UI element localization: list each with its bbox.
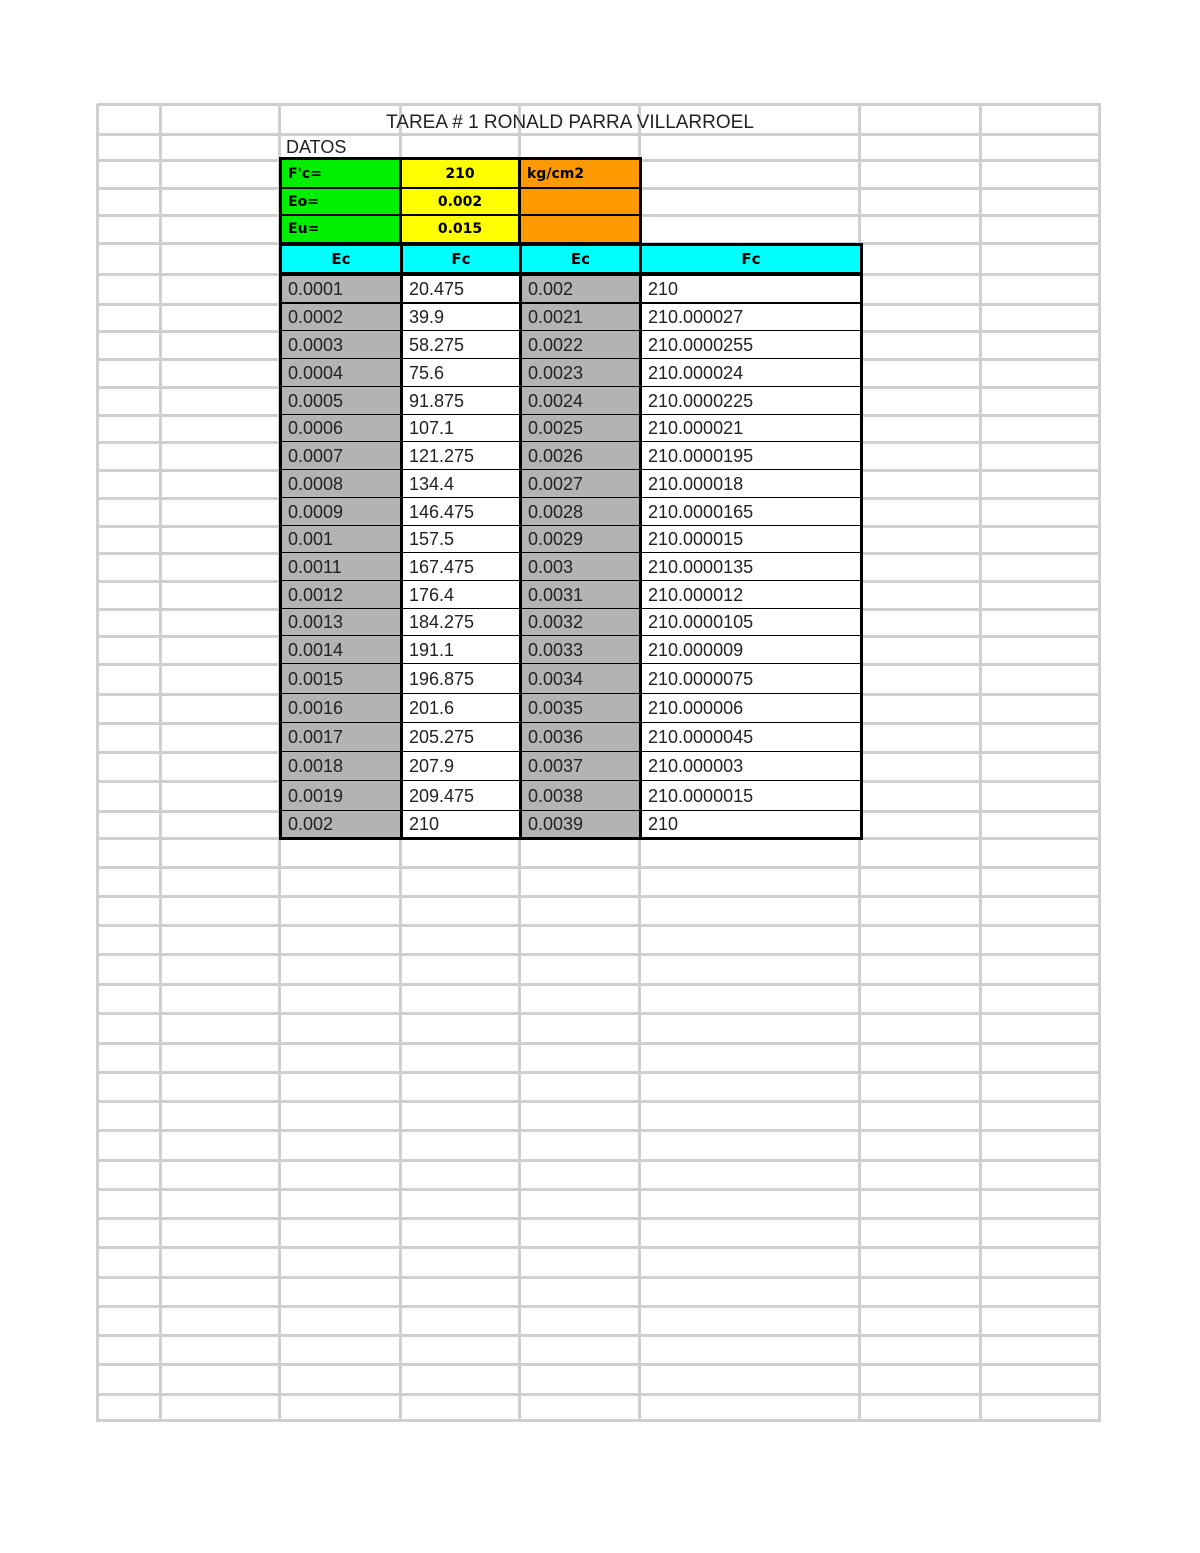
table-cell[interactable]: 0.0033 — [522, 636, 639, 663]
table-cell[interactable]: 201.6 — [403, 694, 519, 722]
sheet-title: TAREA # 1 RONALD PARRA VILLARROEL — [386, 112, 754, 133]
table-cell[interactable]: 0.002 — [522, 276, 639, 302]
table-cell[interactable]: 210.0000165 — [642, 498, 860, 525]
grid-row-line — [97, 1363, 1101, 1366]
param-unit — [521, 216, 639, 242]
table-cell[interactable]: 210.0000105 — [642, 609, 860, 635]
param-value[interactable]: 0.002 — [402, 189, 518, 214]
grid-row-line — [97, 866, 1101, 869]
table-cell[interactable]: 39.9 — [403, 304, 519, 330]
table-cell[interactable]: 210.0000135 — [642, 553, 860, 580]
table-cell[interactable]: 0.0023 — [522, 359, 639, 386]
grid-row-line — [97, 895, 1101, 898]
table-cell[interactable]: 0.0009 — [282, 498, 400, 525]
table-cell[interactable]: 210.000006 — [642, 694, 860, 722]
table-cell[interactable]: 210.000015 — [642, 526, 860, 552]
table-cell[interactable]: 207.9 — [403, 752, 519, 780]
grid-row-line — [97, 1100, 1101, 1103]
table-cell[interactable]: 0.0004 — [282, 359, 400, 386]
table-cell[interactable]: 0.0026 — [522, 442, 639, 469]
table-cell[interactable]: 210.000009 — [642, 636, 860, 663]
table-cell[interactable]: 0.0019 — [282, 781, 400, 810]
table-cell[interactable]: 210.000012 — [642, 581, 860, 608]
table-cell[interactable]: 196.875 — [403, 664, 519, 693]
table-cell[interactable]: 0.0015 — [282, 664, 400, 693]
table-cell[interactable]: 146.475 — [403, 498, 519, 525]
grid-row-line — [97, 1188, 1101, 1191]
param-label: Eo= — [282, 189, 399, 214]
grid-row-line — [97, 103, 1101, 106]
param-value[interactable]: 0.015 — [402, 216, 518, 242]
table-cell[interactable]: 0.003 — [522, 553, 639, 580]
table-cell[interactable]: 210.0000225 — [642, 387, 860, 414]
table-cell[interactable]: 91.875 — [403, 387, 519, 414]
table-cell[interactable]: 134.4 — [403, 470, 519, 497]
datos-label: DATOS — [286, 136, 347, 157]
table-cell[interactable]: 210.0000195 — [642, 442, 860, 469]
table-cell[interactable]: 0.0012 — [282, 581, 400, 608]
param-label: F'c= — [282, 160, 399, 187]
table-cell[interactable]: 58.275 — [403, 331, 519, 358]
table-cell[interactable]: 0.0002 — [282, 304, 400, 330]
table-cell[interactable]: 0.0027 — [522, 470, 639, 497]
table-cell[interactable]: 0.0036 — [522, 723, 639, 751]
table-cell[interactable]: 0.0029 — [522, 526, 639, 552]
table-cell[interactable]: 210.0000255 — [642, 331, 860, 358]
table-cell[interactable]: 0.0034 — [522, 664, 639, 693]
table-cell[interactable]: 0.0038 — [522, 781, 639, 810]
grid-row-line — [97, 1419, 1101, 1422]
table-cell[interactable]: 0.0008 — [282, 470, 400, 497]
param-unit: kg/cm2 — [521, 160, 639, 187]
table-cell[interactable]: 0.0021 — [522, 304, 639, 330]
table-cell[interactable]: 210 — [642, 276, 860, 302]
table-cell[interactable]: 209.475 — [403, 781, 519, 810]
table-cell[interactable]: 0.0016 — [282, 694, 400, 722]
table-cell[interactable]: 210.000003 — [642, 752, 860, 780]
table-cell[interactable]: 0.0018 — [282, 752, 400, 780]
grid-row-line — [97, 1012, 1101, 1015]
grid-row-line — [97, 1071, 1101, 1074]
table-cell[interactable]: 0.0039 — [522, 811, 639, 837]
table-cell[interactable]: 0.0032 — [522, 609, 639, 635]
table-cell[interactable]: 0.0003 — [282, 331, 400, 358]
table-cell[interactable]: 205.275 — [403, 723, 519, 751]
grid-row-line — [97, 1305, 1101, 1308]
table-cell[interactable]: 107.1 — [403, 415, 519, 441]
table-cell[interactable]: 210.0000045 — [642, 723, 860, 751]
table-cell[interactable]: 0.0022 — [522, 331, 639, 358]
table-cell[interactable]: 0.0011 — [282, 553, 400, 580]
table-cell[interactable]: 0.0013 — [282, 609, 400, 635]
grid-column-line — [1098, 104, 1101, 1422]
table-cell[interactable]: 210.0000015 — [642, 781, 860, 810]
grid-row-line — [97, 1159, 1101, 1162]
grid-row-line — [97, 1042, 1101, 1045]
grid-row-line — [97, 1334, 1101, 1337]
grid-row-line — [97, 983, 1101, 986]
grid-column-line — [979, 104, 982, 1422]
table-header-ec: Ec — [522, 246, 639, 272]
table-header-ec: Ec — [282, 246, 400, 272]
table-cell[interactable]: 0.0014 — [282, 636, 400, 663]
grid-column-line — [159, 104, 162, 1422]
table-cell[interactable]: 0.0028 — [522, 498, 639, 525]
table-cell[interactable]: 184.275 — [403, 609, 519, 635]
table-cell[interactable]: 0.0005 — [282, 387, 400, 414]
param-label: Eu= — [282, 216, 399, 242]
table-cell[interactable]: 210.000021 — [642, 415, 860, 441]
grid-row-line — [97, 1129, 1101, 1132]
table-cell[interactable]: 0.0025 — [522, 415, 639, 441]
table-cell[interactable]: 75.6 — [403, 359, 519, 386]
grid-row-line — [97, 1276, 1101, 1279]
table-cell[interactable]: 210 — [403, 811, 519, 837]
table-header-fc: Fc — [403, 246, 519, 272]
table-cell[interactable]: 210.000027 — [642, 304, 860, 330]
grid-row-line — [97, 1393, 1101, 1396]
table-cell[interactable]: 210 — [642, 811, 860, 837]
table-cell[interactable]: 0.0035 — [522, 694, 639, 722]
table-cell[interactable]: 121.275 — [403, 442, 519, 469]
table-cell[interactable]: 210.000024 — [642, 359, 860, 386]
table-cell[interactable]: 0.0017 — [282, 723, 400, 751]
table-cell[interactable]: 0.0031 — [522, 581, 639, 608]
table-cell[interactable]: 176.4 — [403, 581, 519, 608]
param-unit — [521, 189, 639, 214]
table-cell[interactable]: 191.1 — [403, 636, 519, 663]
table-cell[interactable]: 0.001 — [282, 526, 400, 552]
table-cell[interactable]: 0.002 — [282, 811, 400, 837]
table-header-fc: Fc — [642, 246, 860, 272]
grid-row-line — [97, 1246, 1101, 1249]
table-cell[interactable]: 210.0000075 — [642, 664, 860, 693]
table-cell[interactable]: 167.475 — [403, 553, 519, 580]
table-cell[interactable]: 0.0001 — [282, 276, 400, 302]
grid-column-line — [96, 104, 99, 1422]
table-cell[interactable]: 0.0037 — [522, 752, 639, 780]
table-cell[interactable]: 0.0007 — [282, 442, 400, 469]
table-cell[interactable]: 20.475 — [403, 276, 519, 302]
grid-row-line — [97, 1217, 1101, 1220]
table-cell[interactable]: 210.000018 — [642, 470, 860, 497]
table-cell[interactable]: 0.0006 — [282, 415, 400, 441]
param-value[interactable]: 210 — [402, 160, 518, 187]
grid-row-line — [97, 924, 1101, 927]
grid-row-line — [97, 953, 1101, 956]
table-cell[interactable]: 157.5 — [403, 526, 519, 552]
table-cell[interactable]: 0.0024 — [522, 387, 639, 414]
